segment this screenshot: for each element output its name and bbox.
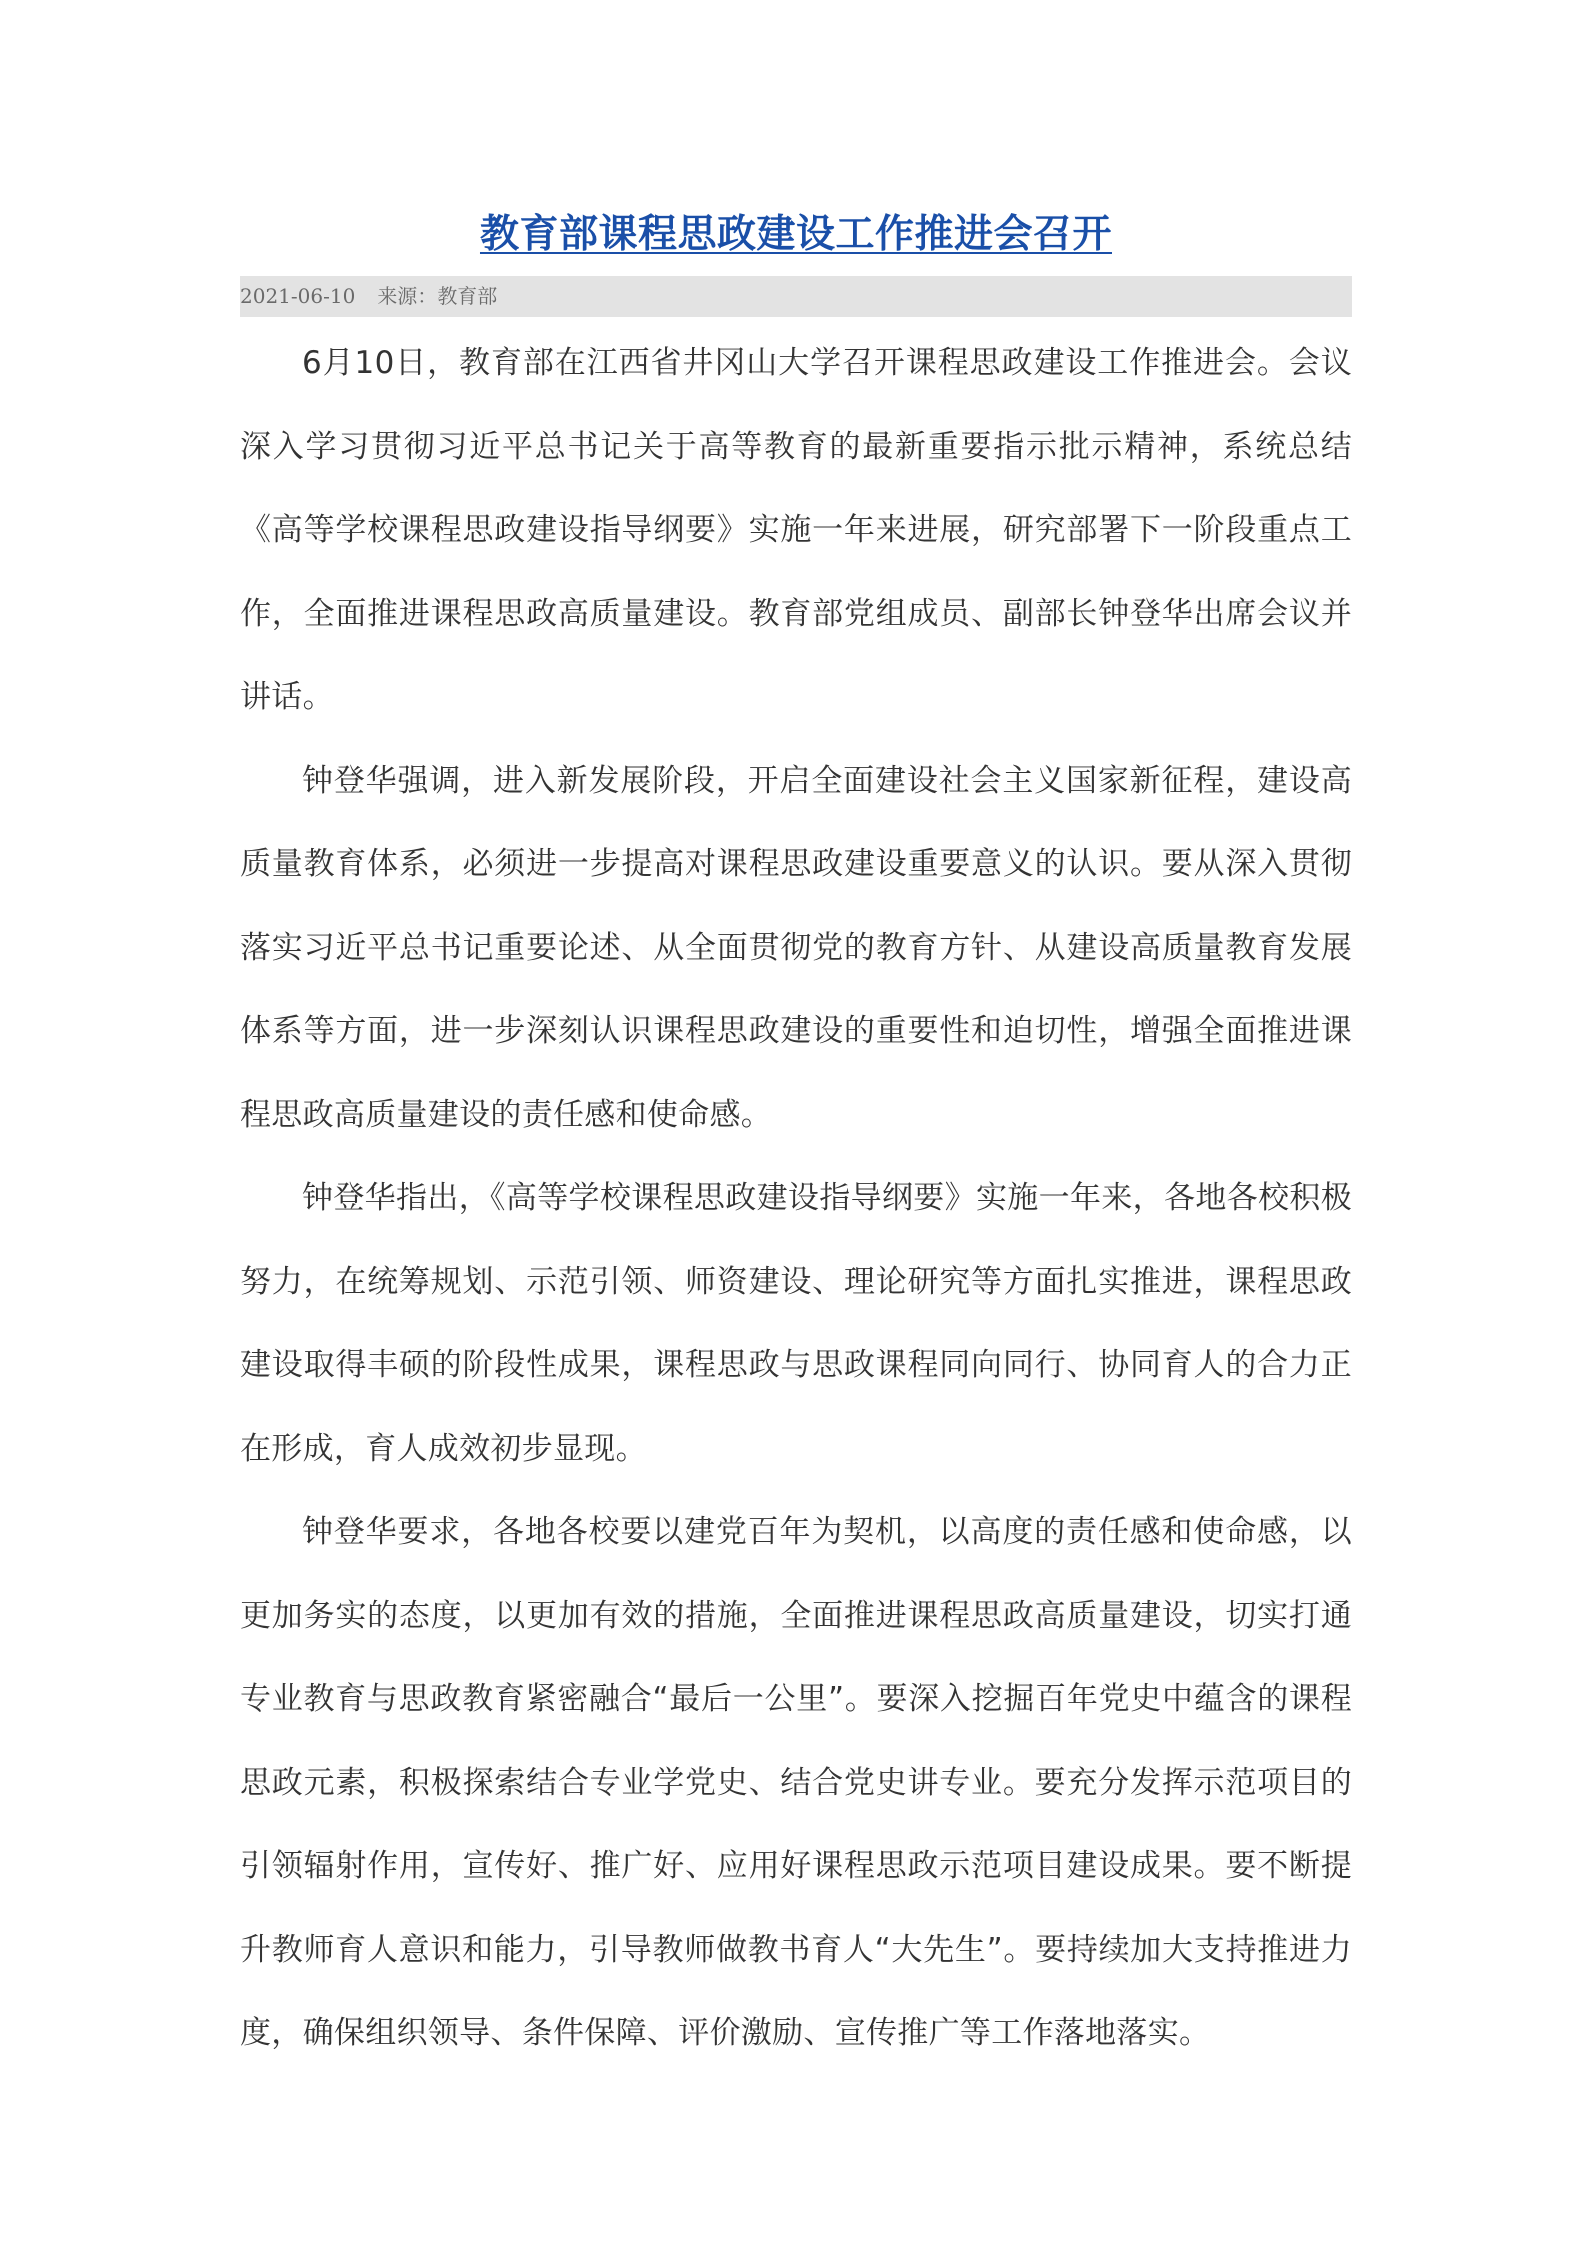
article-title[interactable]: 教育部课程思政建设工作推进会召开 <box>479 212 1112 257</box>
article-body <box>240 322 1352 2076</box>
paragraph: 钟登华要求，各地各校要以建党百年为契机，以高度的责任感和使命感，以更加务实的态度，以更加有效的措施，全面推进课程思政高质量建设，切实打通专业教育与思政教育紧密融合“最后一公里”。要深入挖掘百年党史中蕴含的课程思政元素，积极探索结合专业学党史、结合党史讲专业。要充分发挥示范项目的引领辐射作用，宣传好、推广好、应用好课程思政示范项目建设成果。要不断提升教师育人意识和能力，引导教师做教书育人“大先生”。要持续加大支持推进力度，确保组织领导、条件保障、评价激励、宣传推广等工作落地落实。 <box>240 1514 1352 2051</box>
publish-date: 2021-06-10 <box>240 284 356 308</box>
article <box>240 200 1352 2076</box>
paragraph: 钟登华指出，《高等学校课程思政建设指导纲要》实施一年来，各地各校积极努力，在统筹规划、示范引领、师资建设、理论研究等方面扎实推进，课程思政建设取得丰硕的阶段性成果，课程思政与思政课程同向同行、协同育人的合力正在形成，育人成效初步显现。 <box>240 1180 1352 1467</box>
source-label: 来源： <box>377 284 438 308</box>
paragraph: 钟登华强调，进入新发展阶段，开启全面建设社会主义国家新征程，建设高质量教育体系，必须进一步提高对课程思政建设重要意义的认识。要从深入贯彻落实习近平总书记重要论述、从全面贯彻党的教育方针、从建设高质量教育发展体系等方面，进一步深刻认识课程思政建设的重要性和迫切性，增强全面推进课程思政高质量建设的责任感和使命感。 <box>240 762 1352 1133</box>
paragraph: 6月10日，教育部在江西省井冈山大学召开课程思政建设工作推进会。会议深入学习贯彻习近平总书记关于高等教育的最新重要指示批示精神，系统总结《高等学校课程思政建设指导纲要》实施一年来进展，研究部署下一阶段重点工作，全面推进课程思政高质量建设。教育部党组成员、副部长钟登华出席会议并讲话。 <box>240 345 1352 715</box>
article-meta-bar <box>240 276 1352 317</box>
source-name: 教育部 <box>437 284 498 308</box>
